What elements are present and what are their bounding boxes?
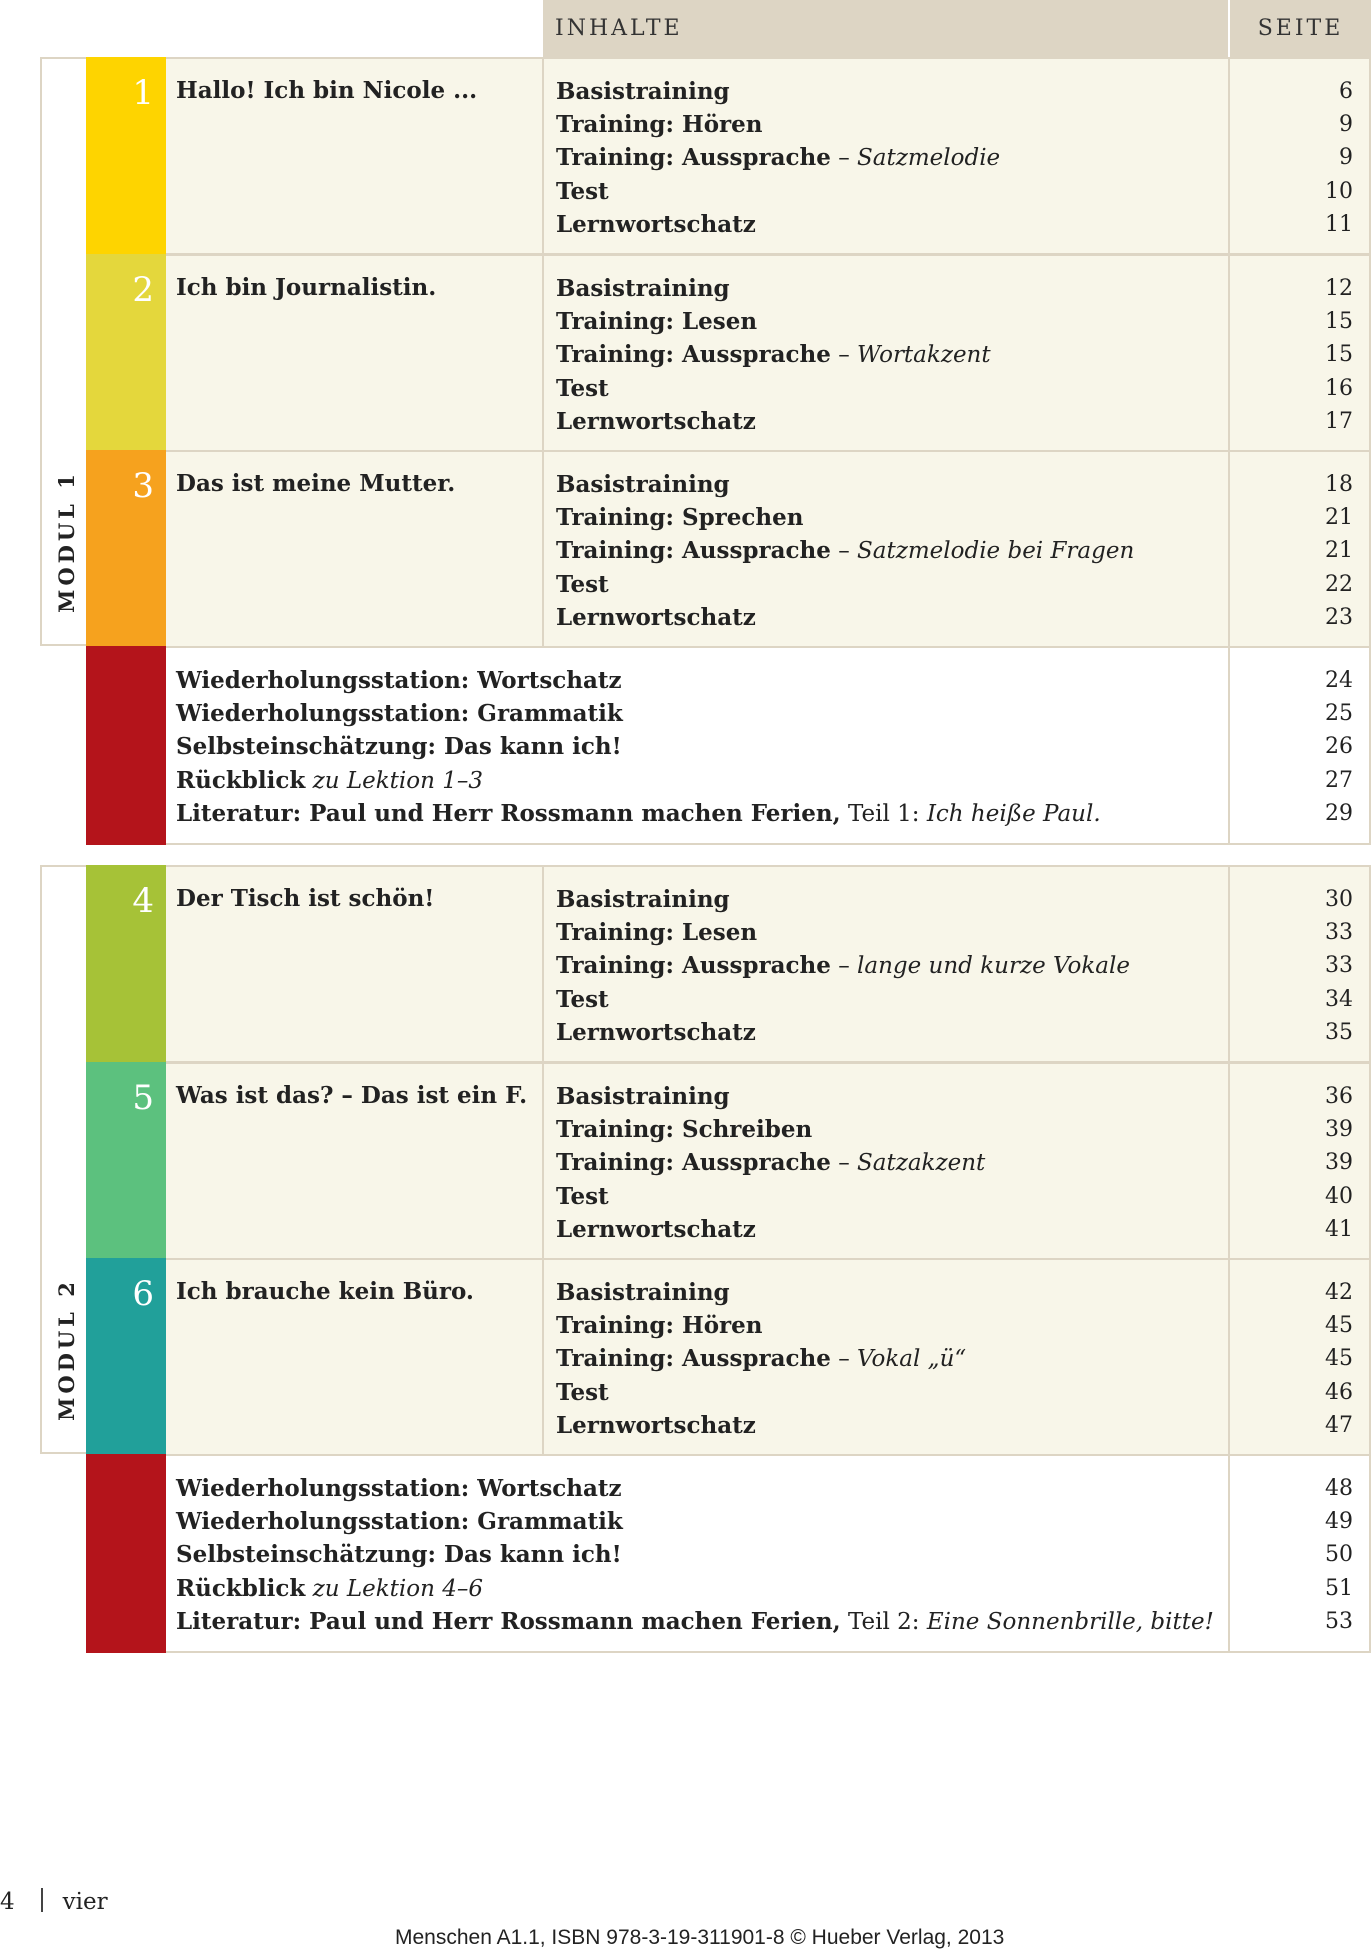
item-label: Training: Lesen — [556, 919, 758, 947]
item-dash: – — [838, 1346, 850, 1373]
page-number: 50 — [1325, 1542, 1353, 1568]
column-divider — [542, 1064, 544, 1258]
item-label: Test — [556, 985, 609, 1013]
column-divider — [1228, 59, 1230, 253]
item-label: Selbsteinschätzung: Das kann ich! — [176, 1541, 622, 1569]
item-label: Lernwortschatz — [556, 1215, 756, 1243]
lesson-row — [86, 254, 1371, 452]
item-label: Test — [556, 1378, 609, 1406]
header-seite: SEITE — [1230, 0, 1371, 57]
lesson-items — [556, 1276, 966, 1442]
page-number: 21 — [1325, 538, 1353, 564]
page-number: 9 — [1339, 145, 1353, 171]
lesson-number: 6 — [132, 1274, 154, 1314]
item-dash: – — [838, 538, 850, 565]
lesson-item[interactable] — [556, 141, 1000, 174]
lesson-item[interactable] — [556, 883, 1130, 916]
item-label: Wiederholungsstation: Grammatik — [176, 700, 623, 728]
column-divider — [542, 256, 544, 450]
lesson-item[interactable] — [556, 1342, 966, 1375]
page-number: 26 — [1325, 734, 1353, 760]
item-label: Wiederholungsstation: Grammatik — [176, 1508, 623, 1536]
modul-label-text: MODUL 2 — [53, 1277, 79, 1421]
item-label: Training: Schreiben — [556, 1116, 813, 1144]
lesson-pages — [1325, 883, 1353, 1049]
item-italic: Eine Sonnenbrille, bitte! — [926, 1608, 1214, 1635]
page-number: 23 — [1325, 604, 1353, 630]
review-item[interactable] — [176, 664, 1101, 697]
review-color-bar — [86, 1454, 166, 1653]
item-label: Literatur: Paul und Herr Rossmann machen Ferien, — [176, 1607, 841, 1635]
lesson-item[interactable] — [556, 983, 1130, 1016]
column-divider — [1228, 648, 1230, 843]
item-dash: – — [838, 1150, 850, 1177]
page-number: 46 — [1325, 1379, 1353, 1405]
item-topic: Satzakzent — [857, 1150, 986, 1177]
item-label: Test — [556, 570, 609, 598]
review-item[interactable] — [176, 764, 1101, 797]
header-inhalte: INHALTE — [543, 0, 1228, 57]
item-topic: Vokal „ü“ — [857, 1346, 967, 1373]
lesson-row — [86, 57, 1371, 255]
lesson-item[interactable] — [556, 1276, 966, 1309]
item-label: Lernwortschatz — [556, 1411, 756, 1439]
review-item[interactable] — [176, 697, 1101, 730]
item-label: Lernwortschatz — [556, 1018, 756, 1046]
lesson-item[interactable] — [556, 916, 1130, 949]
review-item[interactable] — [176, 1605, 1214, 1638]
page-number: 6 — [1339, 79, 1353, 104]
page-number: 25 — [1325, 701, 1353, 727]
page-number: 41 — [1325, 1216, 1353, 1242]
page-number: 29 — [1325, 800, 1353, 826]
item-label: Rückblick — [176, 766, 306, 794]
lesson-items — [556, 468, 1134, 634]
page-number: 51 — [1325, 1575, 1353, 1601]
lesson-item[interactable] — [556, 1016, 1130, 1049]
review-item[interactable] — [176, 1572, 1214, 1605]
review-item[interactable] — [176, 797, 1101, 830]
item-label: Wiederholungsstation: Wortschatz — [176, 1475, 622, 1502]
review-items — [176, 1472, 1214, 1638]
page-number: 15 — [1325, 342, 1353, 368]
item-label: Training: Aussprache — [556, 144, 831, 172]
lesson-items — [556, 75, 1000, 241]
page-number: 24 — [1325, 668, 1353, 693]
item-label: Test — [556, 374, 609, 402]
item-topic: Satzmelodie — [857, 145, 1001, 172]
lesson-item[interactable] — [556, 175, 1000, 208]
lesson-item[interactable] — [556, 1213, 985, 1246]
lesson-number: 5 — [132, 1078, 154, 1118]
lesson-item[interactable] — [556, 208, 1000, 241]
column-divider — [1228, 1064, 1230, 1258]
separator — [41, 1888, 43, 1912]
lesson-item[interactable] — [556, 1146, 985, 1179]
column-divider — [542, 59, 544, 253]
lesson-title[interactable]: Ich brauche kein Büro. — [176, 1278, 474, 1305]
item-dash: – — [838, 145, 850, 172]
lesson-title[interactable]: Der Tisch ist schön! — [176, 885, 435, 912]
item-label: Lernwortschatz — [556, 407, 756, 435]
item-label: Basistraining — [556, 471, 730, 498]
item-dash: – — [838, 342, 850, 369]
lesson-items — [556, 1080, 985, 1246]
item-label: Literatur: Paul und Herr Rossmann machen Ferien, — [176, 799, 841, 827]
column-divider — [542, 1260, 544, 1454]
page-number: 39 — [1325, 1150, 1353, 1176]
item-label: Training: Hören — [556, 1312, 763, 1340]
lesson-item[interactable] — [556, 272, 991, 305]
lesson-item[interactable] — [556, 468, 1134, 501]
modul-label — [50, 446, 82, 636]
page-number: 18 — [1325, 472, 1353, 497]
item-topic: Wortakzent — [857, 342, 991, 369]
item-label: Training: Lesen — [556, 308, 758, 336]
page-number: 48 — [1325, 1476, 1353, 1501]
page-number: 4 — [0, 1889, 15, 1915]
review-item[interactable] — [176, 1538, 1214, 1571]
item-part: Teil 1: — [847, 800, 920, 827]
lesson-item[interactable] — [556, 501, 1134, 534]
lesson-pages — [1325, 1276, 1353, 1442]
lesson-item[interactable] — [556, 534, 1134, 567]
lesson-number: 2 — [132, 270, 154, 310]
page-word: vier — [62, 1889, 108, 1915]
page-footer — [0, 1888, 108, 1915]
page-number: 53 — [1325, 1608, 1353, 1634]
isbn-line: Menschen A1.1, ISBN 978-3-19-311901-8 © Hueber Verlag, 2013 — [395, 1926, 1005, 1949]
review-row — [86, 1454, 1371, 1653]
item-label: Rückblick — [176, 1574, 306, 1602]
item-part: Teil 2: — [847, 1608, 920, 1635]
page-number: 47 — [1325, 1412, 1353, 1438]
item-label: Test — [556, 177, 609, 205]
lesson-item[interactable] — [556, 75, 1000, 108]
item-label: Basistraining — [556, 78, 730, 105]
lesson-item[interactable] — [556, 372, 991, 405]
lesson-pages — [1325, 75, 1353, 241]
item-topic: lange und kurze Vokale — [857, 953, 1130, 980]
item-label: Training: Sprechen — [556, 504, 804, 532]
item-label: Training: Aussprache — [556, 1149, 831, 1177]
item-label: Lernwortschatz — [556, 210, 756, 238]
lesson-item[interactable] — [556, 601, 1134, 634]
page-number: 22 — [1325, 571, 1353, 597]
item-label: Basistraining — [556, 886, 730, 913]
page-number: 49 — [1325, 1509, 1353, 1535]
lesson-item[interactable] — [556, 1113, 985, 1146]
item-italic: Ich heiße Paul. — [926, 800, 1101, 827]
column-divider — [1228, 256, 1230, 450]
item-italic: zu Lektion 1–3 — [312, 767, 483, 794]
lesson-items — [556, 272, 991, 438]
page-number: 17 — [1325, 408, 1353, 434]
modul-label — [50, 1254, 82, 1444]
page-number: 34 — [1325, 986, 1353, 1012]
page-number: 10 — [1325, 178, 1353, 204]
lesson-title[interactable]: Was ist das? – Das ist ein F. — [176, 1082, 528, 1109]
page-number: 39 — [1325, 1117, 1353, 1143]
item-label: Training: Aussprache — [556, 952, 831, 980]
item-label: Basistraining — [556, 1279, 730, 1306]
lesson-item[interactable] — [556, 1309, 966, 1342]
lesson-title[interactable]: Ich bin Journalistin. — [176, 274, 437, 301]
page-number: 30 — [1325, 887, 1353, 912]
page-number: 9 — [1339, 112, 1353, 138]
lesson-pages — [1325, 468, 1353, 634]
page-number: 36 — [1325, 1084, 1353, 1109]
lesson-item[interactable] — [556, 949, 1130, 982]
item-dash: – — [838, 953, 850, 980]
page-number: 27 — [1325, 767, 1353, 793]
item-label: Wiederholungsstation: Wortschatz — [176, 667, 622, 694]
lesson-item[interactable] — [556, 108, 1000, 141]
lesson-row — [86, 1062, 1371, 1260]
lesson-pages — [1325, 272, 1353, 438]
modul-label-text: MODUL 1 — [53, 469, 79, 613]
lesson-pages — [1325, 1080, 1353, 1246]
item-label: Basistraining — [556, 1083, 730, 1110]
review-pages — [1325, 1472, 1353, 1638]
lesson-title[interactable]: Das ist meine Mutter. — [176, 470, 456, 497]
review-color-bar — [86, 646, 166, 845]
page-number: 12 — [1325, 276, 1353, 301]
lesson-number: 3 — [132, 466, 154, 506]
item-label: Basistraining — [556, 275, 730, 302]
item-label: Selbsteinschätzung: Das kann ich! — [176, 733, 622, 761]
lesson-item[interactable] — [556, 338, 991, 371]
page-number: 40 — [1325, 1183, 1353, 1209]
review-item[interactable] — [176, 730, 1101, 763]
lesson-item[interactable] — [556, 1080, 985, 1113]
column-divider — [542, 867, 544, 1061]
page-number: 11 — [1325, 211, 1353, 237]
lesson-row — [86, 865, 1371, 1063]
review-item[interactable] — [176, 1472, 1214, 1505]
page-number: 33 — [1325, 920, 1353, 946]
lesson-number: 4 — [132, 881, 154, 921]
item-label: Training: Aussprache — [556, 1345, 831, 1373]
review-pages — [1325, 664, 1353, 830]
lesson-item[interactable] — [556, 1409, 966, 1442]
column-divider — [1228, 1260, 1230, 1454]
review-row — [86, 646, 1371, 845]
page-number: 21 — [1325, 505, 1353, 531]
column-divider — [542, 452, 544, 646]
lesson-title[interactable]: Hallo! Ich bin Nicole ... — [176, 77, 478, 104]
item-label: Training: Aussprache — [556, 537, 831, 565]
item-label: Training: Hören — [556, 111, 763, 139]
lesson-row — [86, 450, 1371, 648]
column-divider — [1228, 1456, 1230, 1651]
page-number: 15 — [1325, 309, 1353, 335]
item-label: Lernwortschatz — [556, 603, 756, 631]
item-label: Test — [556, 1182, 609, 1210]
lesson-item[interactable] — [556, 1180, 985, 1213]
page-number: 35 — [1325, 1019, 1353, 1045]
review-items — [176, 664, 1101, 830]
review-item[interactable] — [176, 1505, 1214, 1538]
lesson-item[interactable] — [556, 405, 991, 438]
lesson-item[interactable] — [556, 1376, 966, 1409]
lesson-item[interactable] — [556, 568, 1134, 601]
page-number: 45 — [1325, 1346, 1353, 1372]
lesson-row — [86, 1258, 1371, 1456]
item-italic: zu Lektion 4–6 — [312, 1575, 483, 1602]
item-label: Training: Aussprache — [556, 341, 831, 369]
page-number: 42 — [1325, 1280, 1353, 1305]
page-number: 45 — [1325, 1313, 1353, 1339]
page-number: 16 — [1325, 375, 1353, 401]
lesson-number: 1 — [132, 73, 154, 113]
lesson-items — [556, 883, 1130, 1049]
item-topic: Satzmelodie bei Fragen — [857, 538, 1135, 565]
column-divider — [1228, 452, 1230, 646]
lesson-item[interactable] — [556, 305, 991, 338]
page-number: 33 — [1325, 953, 1353, 979]
column-divider — [1228, 867, 1230, 1061]
